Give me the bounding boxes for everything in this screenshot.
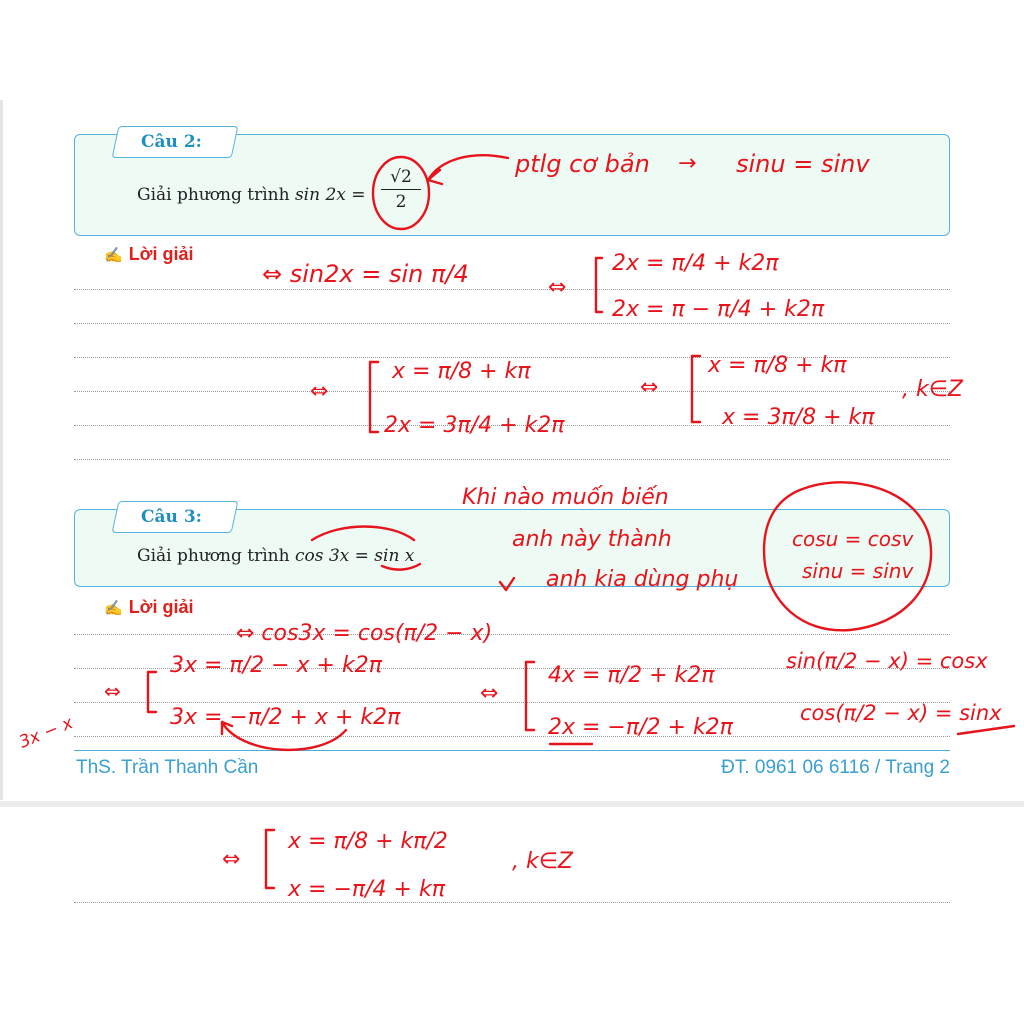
- ink-note-top-formula: sinu = sinv: [736, 150, 870, 178]
- question-2-prompt: Giải phương trình: [137, 185, 290, 205]
- ruled-line: [74, 357, 950, 358]
- ruled-line: [74, 323, 950, 324]
- ruled-line: [74, 391, 950, 392]
- ink-q3-case2a: 4x = π/2 + k2π: [548, 663, 715, 688]
- ink-equiv: ⇔: [222, 847, 241, 872]
- ink-circle-2: sinu = sinv: [802, 559, 914, 583]
- question-3-prompt: Giải phương trình: [137, 546, 290, 566]
- question-2-text: [137, 185, 366, 205]
- ink-identity-1: sin(π/2 − x) = cosx: [786, 649, 988, 673]
- ink-bracket-1: [596, 258, 602, 312]
- ink-q3-kz: , k∈Z: [512, 849, 573, 874]
- ink-q2-kz: , k∈Z: [902, 377, 963, 402]
- question-2-box: [74, 134, 950, 236]
- pen-icon: ✍: [104, 247, 123, 264]
- ink-underline-sinx: [958, 726, 1014, 734]
- ruled-line: [74, 289, 950, 290]
- question-2-fraction: [381, 167, 421, 212]
- fraction-denominator: 2: [395, 192, 407, 212]
- ink-equiv: ⇔: [310, 379, 329, 404]
- ink-bracket-2: [370, 362, 378, 432]
- ruled-line: [74, 668, 950, 669]
- ruled-line: [74, 634, 950, 635]
- solution-heading-q2: ✍ Lời giải: [104, 244, 194, 264]
- ruled-line: [74, 459, 950, 460]
- ruled-line: [74, 702, 950, 703]
- ink-q3-case1b: 3x = −π/2 + x + k2π: [170, 705, 401, 730]
- question-2-equation: sin 2x =: [294, 185, 366, 205]
- page-separator: [0, 801, 1024, 807]
- fraction-numerator: √2: [381, 167, 421, 190]
- footer-rule: [74, 750, 950, 751]
- ink-circle-1: cosu = cosv: [792, 527, 914, 551]
- ink-q2-case3a: x = π/8 + kπ: [708, 353, 847, 378]
- pen-icon: ✍: [104, 600, 123, 617]
- footer-contact: ĐT. 0961 06 6116 / Trang 2: [721, 757, 950, 778]
- ink-note-mid-3: anh kia dùng phụ: [546, 567, 739, 592]
- ruled-line: [74, 902, 950, 903]
- question-2-label: Câu 2:: [141, 132, 202, 152]
- ink-identity-2: cos(π/2 − x) = sinx: [800, 701, 1002, 725]
- ink-q3-case2b: 2x = −π/2 + k2π: [548, 715, 733, 740]
- solution-heading-q3: ✍ Lời giải: [104, 597, 194, 617]
- ruled-line: [74, 736, 950, 737]
- ink-note-mid-2: anh này thành: [512, 527, 672, 552]
- ink-q3-final-a: x = π/8 + kπ/2: [288, 829, 448, 854]
- ink-bracket-3: [692, 356, 700, 422]
- footer-author: ThS. Trần Thanh Cần: [76, 757, 259, 778]
- question-3-text: [137, 546, 414, 566]
- ink-note-mid-1: Khi nào muốn biến: [462, 485, 669, 510]
- question-3-label: Câu 3:: [141, 507, 202, 527]
- ink-q2-case1a: 2x = π/4 + k2π: [612, 251, 779, 276]
- ink-note-top: ptlg cơ bản: [515, 150, 650, 178]
- ink-bracket-4: [148, 672, 156, 712]
- ink-equiv: ⇔: [640, 375, 659, 400]
- ink-q3-final-b: x = −π/4 + kπ: [288, 877, 445, 902]
- ink-q3-step1: ⇔ cos3x = cos(π/2 − x): [236, 621, 493, 646]
- ink-q2-case1b: 2x = π − π/4 + k2π: [612, 297, 825, 322]
- ink-equiv: ⇔: [104, 679, 121, 703]
- ink-equiv: ⇔: [548, 275, 567, 300]
- ink-q2-case3b: x = 3π/8 + kπ: [722, 405, 875, 430]
- question-3-equation-left: cos 3x =: [294, 546, 369, 566]
- ink-q2-step1: ⇔ sin2x = sin π/4: [262, 260, 469, 288]
- ink-bracket-5: [526, 662, 534, 730]
- ink-arrow-right: →: [678, 151, 697, 176]
- question-3-equation-right: sin x: [374, 546, 415, 566]
- ink-q2-case2b: 2x = 3π/4 + k2π: [384, 413, 565, 438]
- question-3-box: [74, 509, 950, 587]
- ink-q3-case1a: 3x = π/2 − x + k2π: [170, 653, 382, 678]
- page-edge: [0, 100, 3, 800]
- ink-q2-case2a: x = π/8 + kπ: [392, 359, 531, 384]
- ink-margin-note: 3x − x: [16, 713, 76, 753]
- ruled-line: [74, 425, 950, 426]
- ink-bracket-6: [266, 830, 274, 888]
- ink-equiv: ⇔: [480, 681, 499, 706]
